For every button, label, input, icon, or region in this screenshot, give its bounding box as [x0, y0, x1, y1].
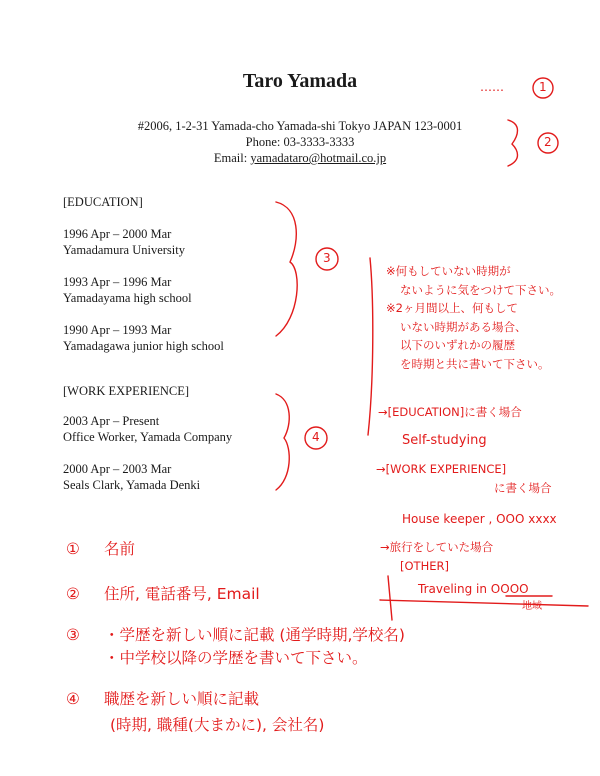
entry-period: 1996 Apr – 2000 Mar: [63, 227, 172, 241]
circle-4-label: 4: [312, 430, 320, 444]
entry-period: 1990 Apr – 1993 Mar: [63, 323, 172, 337]
arrow-education-note: →[EDUCATION]に書く場合: [378, 405, 522, 419]
housekeeper-note: House keeper , OOO xxxx: [402, 512, 557, 526]
brace-education: [276, 202, 297, 336]
other-note: [OTHER]: [400, 559, 449, 573]
note-line: いない時期がある場合、: [400, 319, 527, 334]
legend-text: ・学歴を新しい順に記載 (通学時期,学校名): [104, 626, 405, 644]
entry-period: 1993 Apr – 1996 Mar: [63, 275, 172, 289]
note-line: ※2ヶ月間以上、何もして: [386, 301, 518, 315]
legend-number: ②: [66, 585, 80, 603]
entry-school: Yamadayama high school: [63, 291, 192, 305]
work-suffix-note: に書く場合: [494, 481, 552, 495]
note-line: ※何もしていない時期が: [386, 264, 511, 278]
address-line: #2006, 1-2-31 Yamada-cho Yamada-shi Tokyo JAPAN 123-0001: [137, 119, 463, 133]
note-line: を時期と共に書いて下さい。: [400, 356, 550, 371]
email-link[interactable]: yamadataro@hotmail.co.jp: [250, 151, 387, 165]
phone-line: Phone: 03-3333-3333: [245, 135, 355, 149]
dots-mark: ……: [480, 80, 504, 94]
self-studying-note: Self-studying: [402, 433, 487, 448]
brace-work: [276, 394, 289, 490]
divider-tick: [388, 576, 392, 620]
note-bracket: [368, 258, 373, 435]
note-block: [386, 262, 561, 373]
entry-school: Yamadagawa junior high school: [63, 339, 224, 353]
legend-number: ④: [66, 690, 80, 708]
legend-text: 職歴を新しい順に記載: [104, 690, 260, 708]
note-line: 以下のいずれかの履歴: [400, 338, 515, 352]
brace-contact: [508, 120, 518, 166]
arrow-work-note: →[WORK EXPERIENCE]: [376, 462, 507, 476]
entry-period: 2003 Apr – Present: [63, 414, 160, 428]
legend-item-4: [66, 686, 324, 738]
note-line: ないように気をつけて下さい。: [400, 282, 561, 297]
education-heading: [EDUCATION]: [63, 195, 143, 209]
legend-item-1: [66, 537, 135, 559]
divider-stroke: [380, 600, 588, 606]
entry-school: Yamadamura University: [63, 243, 185, 257]
resume-name: Taro Yamada: [242, 70, 358, 92]
legend-text: 住所, 電話番号, Email: [104, 585, 260, 603]
legend-text: 名前: [104, 540, 136, 558]
legend-item-3: [66, 624, 405, 670]
circle-3-label: 3: [323, 251, 331, 265]
legend-item-2: [66, 582, 260, 604]
entry-period: 2000 Apr – 2003 Mar: [63, 462, 172, 476]
circle-1-label: 1: [539, 80, 547, 94]
legend-text: (時期, 職種(大まかに), 会社名): [110, 716, 325, 734]
email-label: Email:: [213, 151, 251, 165]
entry-role: Office Worker, Yamada Company: [63, 430, 233, 444]
traveling-note: Traveling in OOOO: [418, 582, 529, 596]
circle-2-label: 2: [544, 135, 552, 149]
arrow-travel-note: →旅行をしていた場合: [380, 540, 494, 554]
legend-text: ・中学校以降の学歴を書いて下さい。: [104, 649, 368, 667]
legend-number: ③: [66, 626, 80, 644]
legend-number: ①: [66, 540, 80, 558]
entry-role: Seals Clark, Yamada Denki: [63, 478, 201, 492]
region-note: 地域: [522, 601, 542, 612]
work-heading: [WORK EXPERIENCE]: [63, 384, 190, 398]
